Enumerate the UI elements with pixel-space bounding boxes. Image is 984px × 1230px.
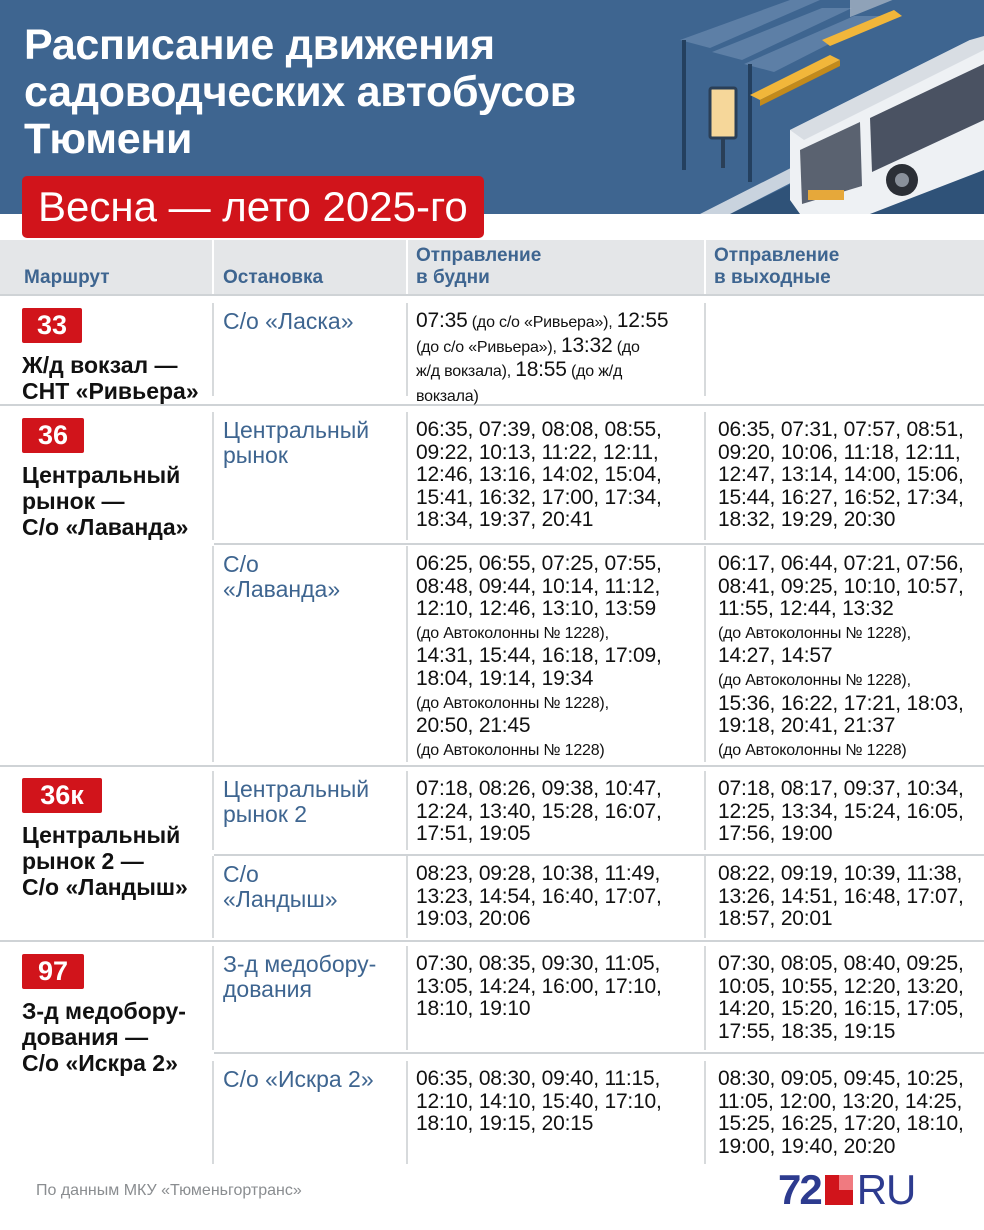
time-value: 18:57, 20:01 (718, 907, 833, 931)
time-value: 14:27, 14:57 (718, 644, 833, 668)
time-value: 17:56, 19:00 (718, 822, 833, 846)
time-value: 09:22, 10:13, 11:22, 12:11, (416, 440, 659, 464)
stop-name-line: С/о (223, 861, 259, 887)
column-header-weekday-line: в будни (416, 267, 490, 288)
column-header-weekend-line: в выходные (714, 267, 831, 288)
time-note: (до (612, 338, 640, 356)
cell-separator (212, 412, 214, 540)
time-line (718, 419, 964, 442)
time-line (416, 801, 662, 824)
time-value: 06:17, 06:44, 07:21, 07:56, (718, 552, 964, 575)
time-line (416, 691, 662, 716)
time-value: 14:31, 15:44, 16:18, 17:09, (416, 644, 662, 668)
time-note: (до Автоколонны № 1228), (416, 694, 609, 712)
route-name (22, 352, 199, 404)
cell-separator (212, 946, 214, 1050)
time-value: 13:32 (560, 333, 613, 357)
time-line (718, 645, 964, 668)
time-value: 15:41, 16:32, 17:00, 17:34, (416, 485, 662, 509)
route-name-line: СНТ «Ривьера» (22, 378, 199, 404)
cell-separator (406, 412, 408, 540)
time-line (718, 801, 964, 824)
cell-separator (406, 856, 408, 938)
time-line (718, 953, 964, 976)
time-value: 11:05, 12:00, 13:20, 14:25, (718, 1089, 963, 1113)
time-value: 19:18, 20:41, 21:37 (718, 714, 896, 738)
time-value: 17:55, 18:35, 19:15 (718, 1019, 896, 1043)
time-line (718, 908, 964, 931)
cell-separator (406, 946, 408, 1050)
route-divider (0, 940, 984, 942)
time-note: (до Автоколонны № 1228), (718, 671, 911, 689)
column-header-weekday-line: Отправление (416, 245, 542, 266)
time-value: 15:25, 16:25, 17:20, 18:10, (718, 1112, 964, 1136)
time-note: (до ж/д (566, 363, 623, 381)
column-header-route: Маршрут (24, 267, 110, 288)
bus-stop-illustration (640, 0, 984, 214)
time-line (718, 715, 964, 738)
stop-name-line: С/о (223, 551, 259, 577)
route-name-line: Центральный (22, 462, 181, 488)
stop-name (223, 552, 340, 602)
cell-separator (704, 856, 706, 938)
time-line (416, 419, 662, 442)
time-line (718, 1113, 964, 1136)
time-value: 08:23, 09:28, 10:38, 11:49, (416, 862, 661, 885)
route-name-line: С/о «Лаванда» (22, 514, 189, 540)
time-line (718, 668, 964, 693)
season-badge: Весна — лето 2025-го (22, 176, 484, 238)
route-name-line: С/о «Ландыш» (22, 874, 188, 900)
time-line (416, 778, 662, 801)
time-value: 06:35, 07:31, 07:57, 08:51, (718, 418, 964, 441)
stop-name (223, 862, 338, 912)
time-value: 07:30, 08:35, 09:30, 11:05, (416, 952, 661, 975)
weekend-times (718, 953, 964, 1043)
title-line: Тюмени (24, 115, 193, 163)
time-note: (до Автоколонны № 1228), (718, 624, 911, 642)
stop-name-line: «Ландыш» (223, 886, 338, 912)
time-line (718, 464, 964, 487)
time-value: 18:10, 19:10 (416, 997, 531, 1021)
time-line (718, 863, 964, 886)
time-line (416, 1113, 662, 1136)
weekday-times (416, 1068, 662, 1136)
time-value: 06:35, 07:39, 08:08, 08:55, (416, 418, 662, 441)
time-line (416, 668, 662, 691)
time-value: 18:10, 19:15, 20:15 (416, 1112, 594, 1136)
stop-name (223, 952, 376, 1002)
time-line (416, 384, 668, 409)
time-value: 20:50, 21:45 (416, 714, 531, 738)
time-value: 15:44, 16:27, 16:52, 17:34, (718, 485, 964, 509)
route-name-line: дования — (22, 1024, 149, 1050)
route-name (22, 822, 188, 900)
stop-name (223, 1067, 374, 1092)
stop-divider (214, 1052, 984, 1054)
weekday-times (416, 778, 662, 846)
time-line (718, 998, 964, 1021)
route-name-line: З-д медобору- (22, 998, 186, 1024)
time-line (416, 464, 662, 487)
time-line (718, 1136, 964, 1159)
cell-separator (212, 1061, 214, 1164)
column-header-stop: Остановка (223, 267, 324, 288)
route-divider (0, 294, 984, 296)
time-value: 13:23, 14:54, 16:40, 17:07, (416, 884, 662, 908)
time-line (718, 621, 964, 646)
time-note: (до Автоколонны № 1228) (416, 741, 605, 759)
time-value: 19:00, 19:40, 20:20 (718, 1134, 896, 1158)
weekend-times (718, 419, 964, 532)
time-line (718, 976, 964, 999)
time-value: 12:10, 14:10, 15:40, 17:10, (416, 1089, 662, 1113)
stop-name (223, 777, 369, 827)
stop-name-line: рынок (223, 442, 288, 468)
time-line (416, 509, 662, 532)
cell-separator (406, 1061, 408, 1164)
route-divider (0, 765, 984, 767)
time-line (416, 487, 662, 510)
time-line (718, 576, 964, 599)
time-value: 18:34, 19:37, 20:41 (416, 508, 594, 532)
time-note: (до с/о «Ривьера»), (467, 314, 617, 331)
time-value: 12:47, 13:14, 14:00, 15:06, (718, 463, 964, 487)
stop-name-line: Центральный (223, 417, 370, 443)
route-name-line: С/о «Искра 2» (22, 1050, 178, 1076)
weekend-times (718, 553, 964, 762)
cell-separator (704, 946, 706, 1050)
time-line (416, 598, 662, 621)
weekend-times (718, 863, 964, 931)
logo-number: 72 (778, 1166, 821, 1213)
time-value: 06:35, 08:30, 09:40, 11:15, (416, 1067, 661, 1090)
route-name (22, 998, 186, 1076)
cell-separator (406, 546, 408, 762)
time-value: 07:18, 08:17, 09:37, 10:34, (718, 777, 964, 800)
time-value: 10:05, 10:55, 12:20, 13:20, (718, 974, 964, 998)
weekday-times (416, 310, 668, 408)
time-line (718, 1068, 964, 1091)
route-number-badge: 33 (22, 308, 82, 343)
time-value: 12:24, 13:40, 15:28, 16:07, (416, 799, 662, 823)
weekday-times (416, 553, 662, 762)
stop-name (223, 418, 369, 468)
time-line (416, 886, 662, 909)
cell-separator (406, 771, 408, 850)
time-value: 08:30, 09:05, 09:45, 10:25, (718, 1067, 964, 1090)
weekend-times (718, 778, 964, 846)
time-value: 06:25, 06:55, 07:25, 07:55, (416, 552, 662, 575)
stop-name-line: З-д медобору- (223, 951, 377, 977)
time-value: 08:48, 09:44, 10:14, 11:12, (416, 574, 661, 598)
time-note: (до с/о «Ривьера»), (416, 338, 561, 356)
time-line (416, 442, 662, 465)
route-number-badge: 97 (22, 954, 84, 989)
page-title (24, 22, 576, 163)
time-line (718, 487, 964, 510)
time-line (416, 1091, 662, 1114)
route-name-line: рынок 2 — (22, 848, 144, 874)
time-value: 12:25, 13:34, 15:24, 16:05, (718, 799, 964, 823)
cell-separator (704, 303, 706, 396)
time-line (718, 598, 964, 621)
stop-name-line: рынок 2 (223, 801, 308, 827)
time-line (718, 886, 964, 909)
stop-name-line: С/о «Искра 2» (223, 1066, 374, 1092)
time-value: 18:32, 19:29, 20:30 (718, 508, 896, 532)
time-line (718, 738, 964, 763)
stop-name-line: С/о «Ласка» (223, 308, 354, 334)
weekday-times (416, 953, 662, 1021)
time-value: 12:55 (616, 309, 669, 332)
cell-separator (212, 546, 214, 762)
time-line (416, 976, 662, 999)
time-value: 18:55 (515, 358, 567, 382)
time-note: вокзала) (416, 387, 479, 405)
source-note: По данным МКУ «Тюменьгортранс» (36, 1182, 302, 1199)
time-value: 13:05, 14:24, 16:00, 17:10, (416, 974, 662, 998)
time-line (416, 908, 662, 931)
time-value: 07:35 (416, 309, 468, 332)
time-line (416, 621, 662, 646)
time-value: 11:55, 12:44, 13:32 (718, 597, 894, 621)
time-line (416, 310, 668, 335)
time-value: 12:10, 12:46, 13:10, 13:59 (416, 597, 657, 621)
cell-separator (704, 771, 706, 850)
time-line (416, 738, 662, 763)
time-line (416, 576, 662, 599)
time-note: (до Автоколонны № 1228) (718, 741, 907, 759)
route-name-line: Ж/д вокзал — (22, 352, 178, 378)
time-line (718, 553, 964, 576)
time-value: 13:26, 14:51, 16:48, 17:07, (718, 884, 964, 908)
time-line (416, 823, 662, 846)
route-number-badge: 36к (22, 778, 102, 813)
route-name-line: Центральный (22, 822, 181, 848)
logo-suffix: RU (856, 1166, 916, 1213)
cell-separator (212, 771, 214, 850)
time-line (718, 442, 964, 465)
stop-divider (214, 854, 984, 856)
time-line (718, 823, 964, 846)
time-value: 07:30, 08:05, 08:40, 09:25, (718, 952, 964, 975)
stop-name-line: «Лаванда» (223, 576, 341, 602)
time-line (718, 509, 964, 532)
time-value: 18:04, 19:14, 19:34 (416, 666, 594, 690)
brand-logo (778, 1166, 916, 1213)
time-line (416, 953, 662, 976)
time-line (718, 1021, 964, 1044)
stop-name (223, 309, 354, 334)
cell-separator (406, 303, 408, 396)
route-name (22, 462, 188, 540)
column-header-weekend (714, 245, 839, 289)
time-value: 14:20, 15:20, 16:15, 17:05, (718, 997, 964, 1021)
cell-separator (704, 412, 706, 540)
stop-name-line: дования (223, 976, 312, 1002)
time-note: (до Автоколонны № 1228), (416, 624, 609, 642)
cell-separator (212, 856, 214, 938)
time-line (416, 863, 662, 886)
cell-separator (704, 546, 706, 762)
logo-square-icon (825, 1175, 853, 1205)
time-line (718, 1091, 964, 1114)
route-name-line: рынок — (22, 488, 125, 514)
route-number-badge: 36 (22, 418, 84, 453)
time-value: 15:36, 16:22, 17:21, 18:03, (718, 691, 964, 715)
time-value: 09:20, 10:06, 11:18, 12:11, (718, 440, 961, 464)
time-line (416, 335, 668, 360)
time-value: 17:51, 19:05 (416, 822, 531, 846)
time-line (416, 359, 668, 384)
time-line (718, 778, 964, 801)
time-value: 07:18, 08:26, 09:38, 10:47, (416, 777, 662, 800)
time-line (416, 998, 662, 1021)
time-line (718, 693, 964, 716)
time-value: 08:41, 09:25, 10:10, 10:57, (718, 574, 964, 598)
time-note: ж/д вокзала), (416, 363, 516, 381)
weekday-times (416, 419, 662, 532)
time-value: 12:46, 13:16, 14:02, 15:04, (416, 463, 662, 487)
weekday-times (416, 863, 662, 931)
stop-name-line: Центральный (223, 776, 370, 802)
time-line (416, 553, 662, 576)
weekend-times (718, 1068, 964, 1158)
title-line: Расписание движения (24, 21, 495, 69)
title-line: садоводческих автобусов (24, 68, 576, 116)
time-value: 19:03, 20:06 (416, 907, 531, 931)
column-header-weekday (416, 245, 541, 289)
time-line (416, 1068, 662, 1091)
time-line (416, 715, 662, 738)
column-header-weekend-line: Отправление (714, 245, 840, 266)
cell-separator (212, 303, 214, 396)
time-line (416, 645, 662, 668)
time-value: 08:22, 09:19, 10:39, 11:38, (718, 862, 963, 885)
cell-separator (704, 1061, 706, 1164)
stop-divider (214, 543, 984, 545)
